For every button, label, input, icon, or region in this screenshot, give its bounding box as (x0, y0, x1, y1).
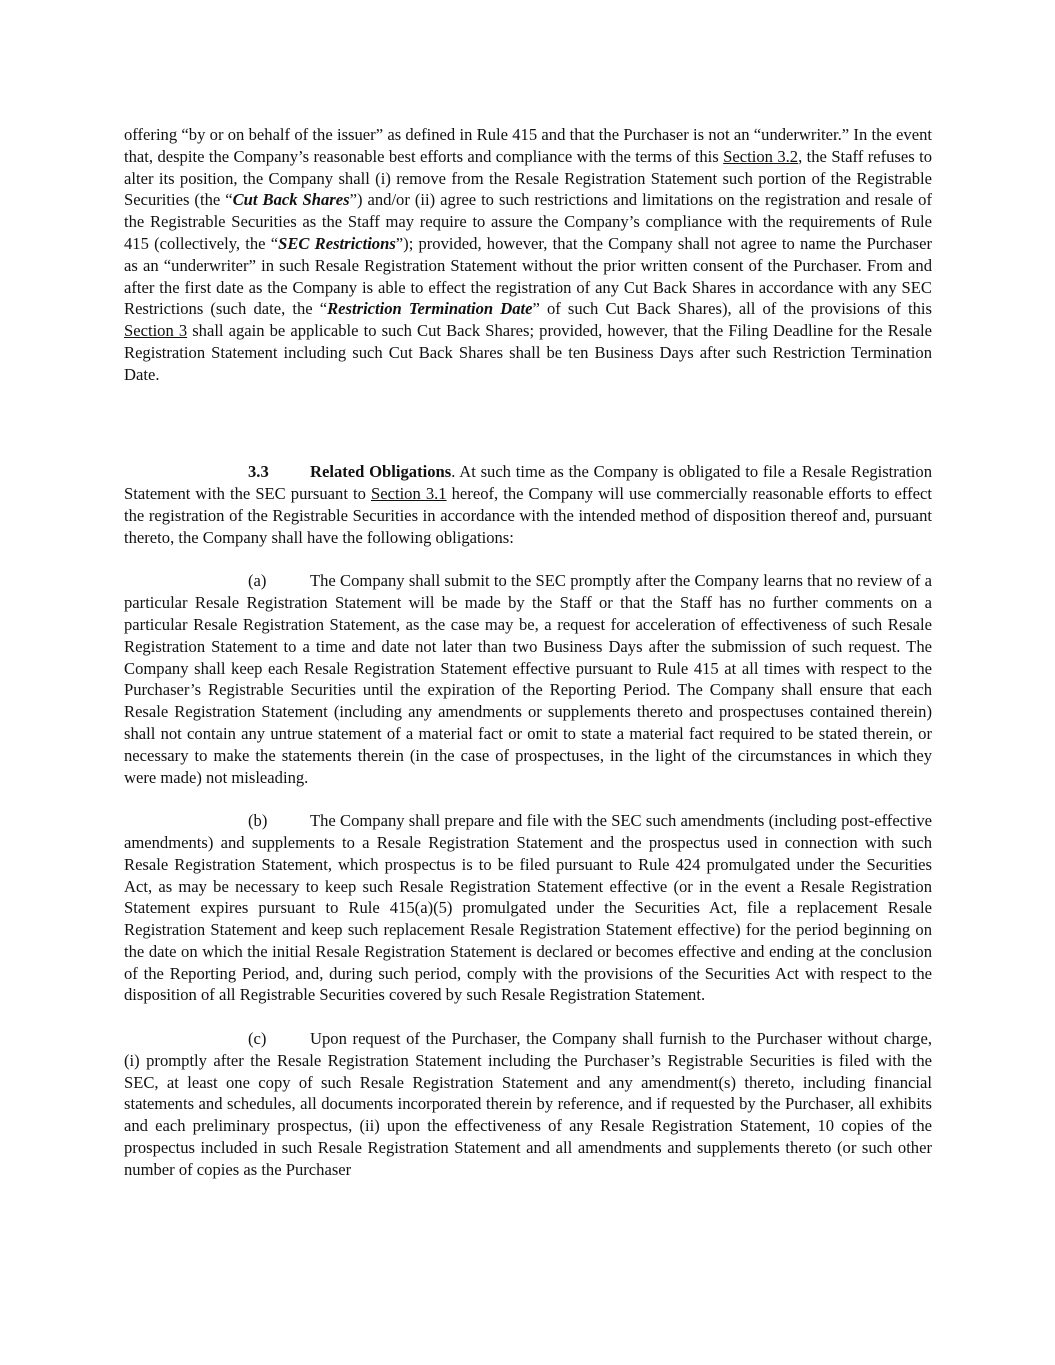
item-label: (c) (248, 1029, 267, 1049)
item-label: (b) (248, 811, 268, 831)
section-spacer (124, 407, 932, 461)
document-page (124, 124, 932, 1181)
item-label: (a) (248, 571, 267, 591)
item-a-paragraph (124, 570, 932, 788)
section-reference-link: Section 3.1 (371, 484, 447, 504)
section-number: 3.3 (248, 462, 269, 482)
paragraph-sec-restrictions: offering “by or on behalf of the issuer” as defined in Rule 415 and that the Purchaser is not an “underwriter.” In the event that, despite the Company’s reasonable best efforts and compliance with the terms of this Section 3.2, the Staff refuses to alter its position, the Company shall (i) remove from the Resale Registration Statement such portion of the Registrable Securities (the “Cut Back Shares”) and/or (ii) agree to such restrictions and limitations on the registration and resale of the Registrable Securities as the Staff may require to assure the Company’s compliance with the requirements of Rule 415 (collectively, the “SEC Restrictions”); provided, however, that the Company shall not agree to name the Purchaser as an “underwriter” in such Resale Registration Statement without the prior written consent of the Purchaser. From and after the first date as the Company is able to effect the registration of any Cut Back Shares in accordance with any SEC Restrictions (such date, the “Restriction Termination Date” of such Cut Back Shares), all of the provisions of this Section 3 shall again be applicable to such Cut Back Shares; provided, however, that the Filing Deadline for the Resale Registration Statement including such Cut Back Shares shall be ten Business Days after such Restriction Termination Date. (124, 125, 932, 384)
item-text: The Company shall submit to the SEC promptly after the Company learns that no review of a particular Resale Registration Statement will be made by the Staff or that the Staff has no further comments on a particular Resale Registration Statement, as the case may be, a request for acceleration of effectiveness of such Resale Registration Statement to a time and date not later than two Business Days after the submission of such request. The Company shall keep each Resale Registration Statement effective pursuant to Rule 415 at all times with respect to the Purchaser’s Registrable Securities until the expiration of the Reporting Period. The Company shall ensure that each Resale Registration Statement (including any amendments or supplements thereto and prospectuses contained therein) shall not contain any untrue statement of a material fact or omit to state a material fact required to be stated therein, or necessary to make the statements therein (in the case of prospectuses, in the light of the circumstances in which they were made) not misleading. (124, 571, 932, 787)
section-reference-link: Section 3.2 (723, 146, 799, 166)
defined-term: SEC Restrictions (278, 233, 396, 253)
defined-term: Cut Back Shares (232, 190, 350, 210)
item-c-paragraph (124, 1028, 932, 1181)
item-text: The Company shall prepare and file with the SEC such amendments (including post-effective amendments) and supplements to a Resale Registration Statement and the prospectus used in connection with such Resale Registration Statement, which prospectus is to be filed pursuant to Rule 424 promulgated under the Securities Act, as may be necessary to keep such Resale Registration Statement effective (or in the event a Resale Registration Statement expires pursuant to Rule 415(a)(5) promulgated under the Securities Act, file a replacement Resale Registration Statement and keep such replacement Resale Registration Statement effective) for the period beginning on the date on which the initial Resale Registration Statement is declared or becomes effective and ending at the conclusion of the Reporting Period, and, during such period, comply with the provisions of the Securities Act with respect to the disposition of all Registrable Securities covered by such Resale Registration Statement. (124, 811, 932, 1005)
item-text: Upon request of the Purchaser, the Company shall furnish to the Purchaser without charge, (i) promptly after the Resale Registration Statement including the Purchaser’s Registrable Securities is filed with the SEC, at least one copy of such Resale Registration Statement and any amendment(s) thereto, including financial statements and schedules, all documents incorporated therein by reference, and if requested by the Purchaser, all exhibits and each preliminary prospectus, (ii) upon the effectiveness of any Resale Registration Statement, 10 copies of the prospectus included in such Resale Registration Statement and all amendments and supplements thereto (or such other number of copies as the Purchaser (124, 1029, 932, 1179)
section-heading: Related Obligations (310, 462, 452, 482)
defined-term: Restriction Termination Date (327, 299, 533, 319)
section-3-3-paragraph: 3.3 Related Obligations. At such time as the Company is obligated to file a Resale Registration Statement with the SEC pursuant to Section 3.1 hereof, the Company will use commercially reasonable efforts to effect the registration of the Registrable Securities in accordance with the intended method of disposition thereof and, pursuant thereto, the Company shall have the following obligations: (124, 462, 933, 547)
item-b-paragraph (124, 810, 932, 1006)
section-reference-link: Section 3 (124, 321, 188, 341)
